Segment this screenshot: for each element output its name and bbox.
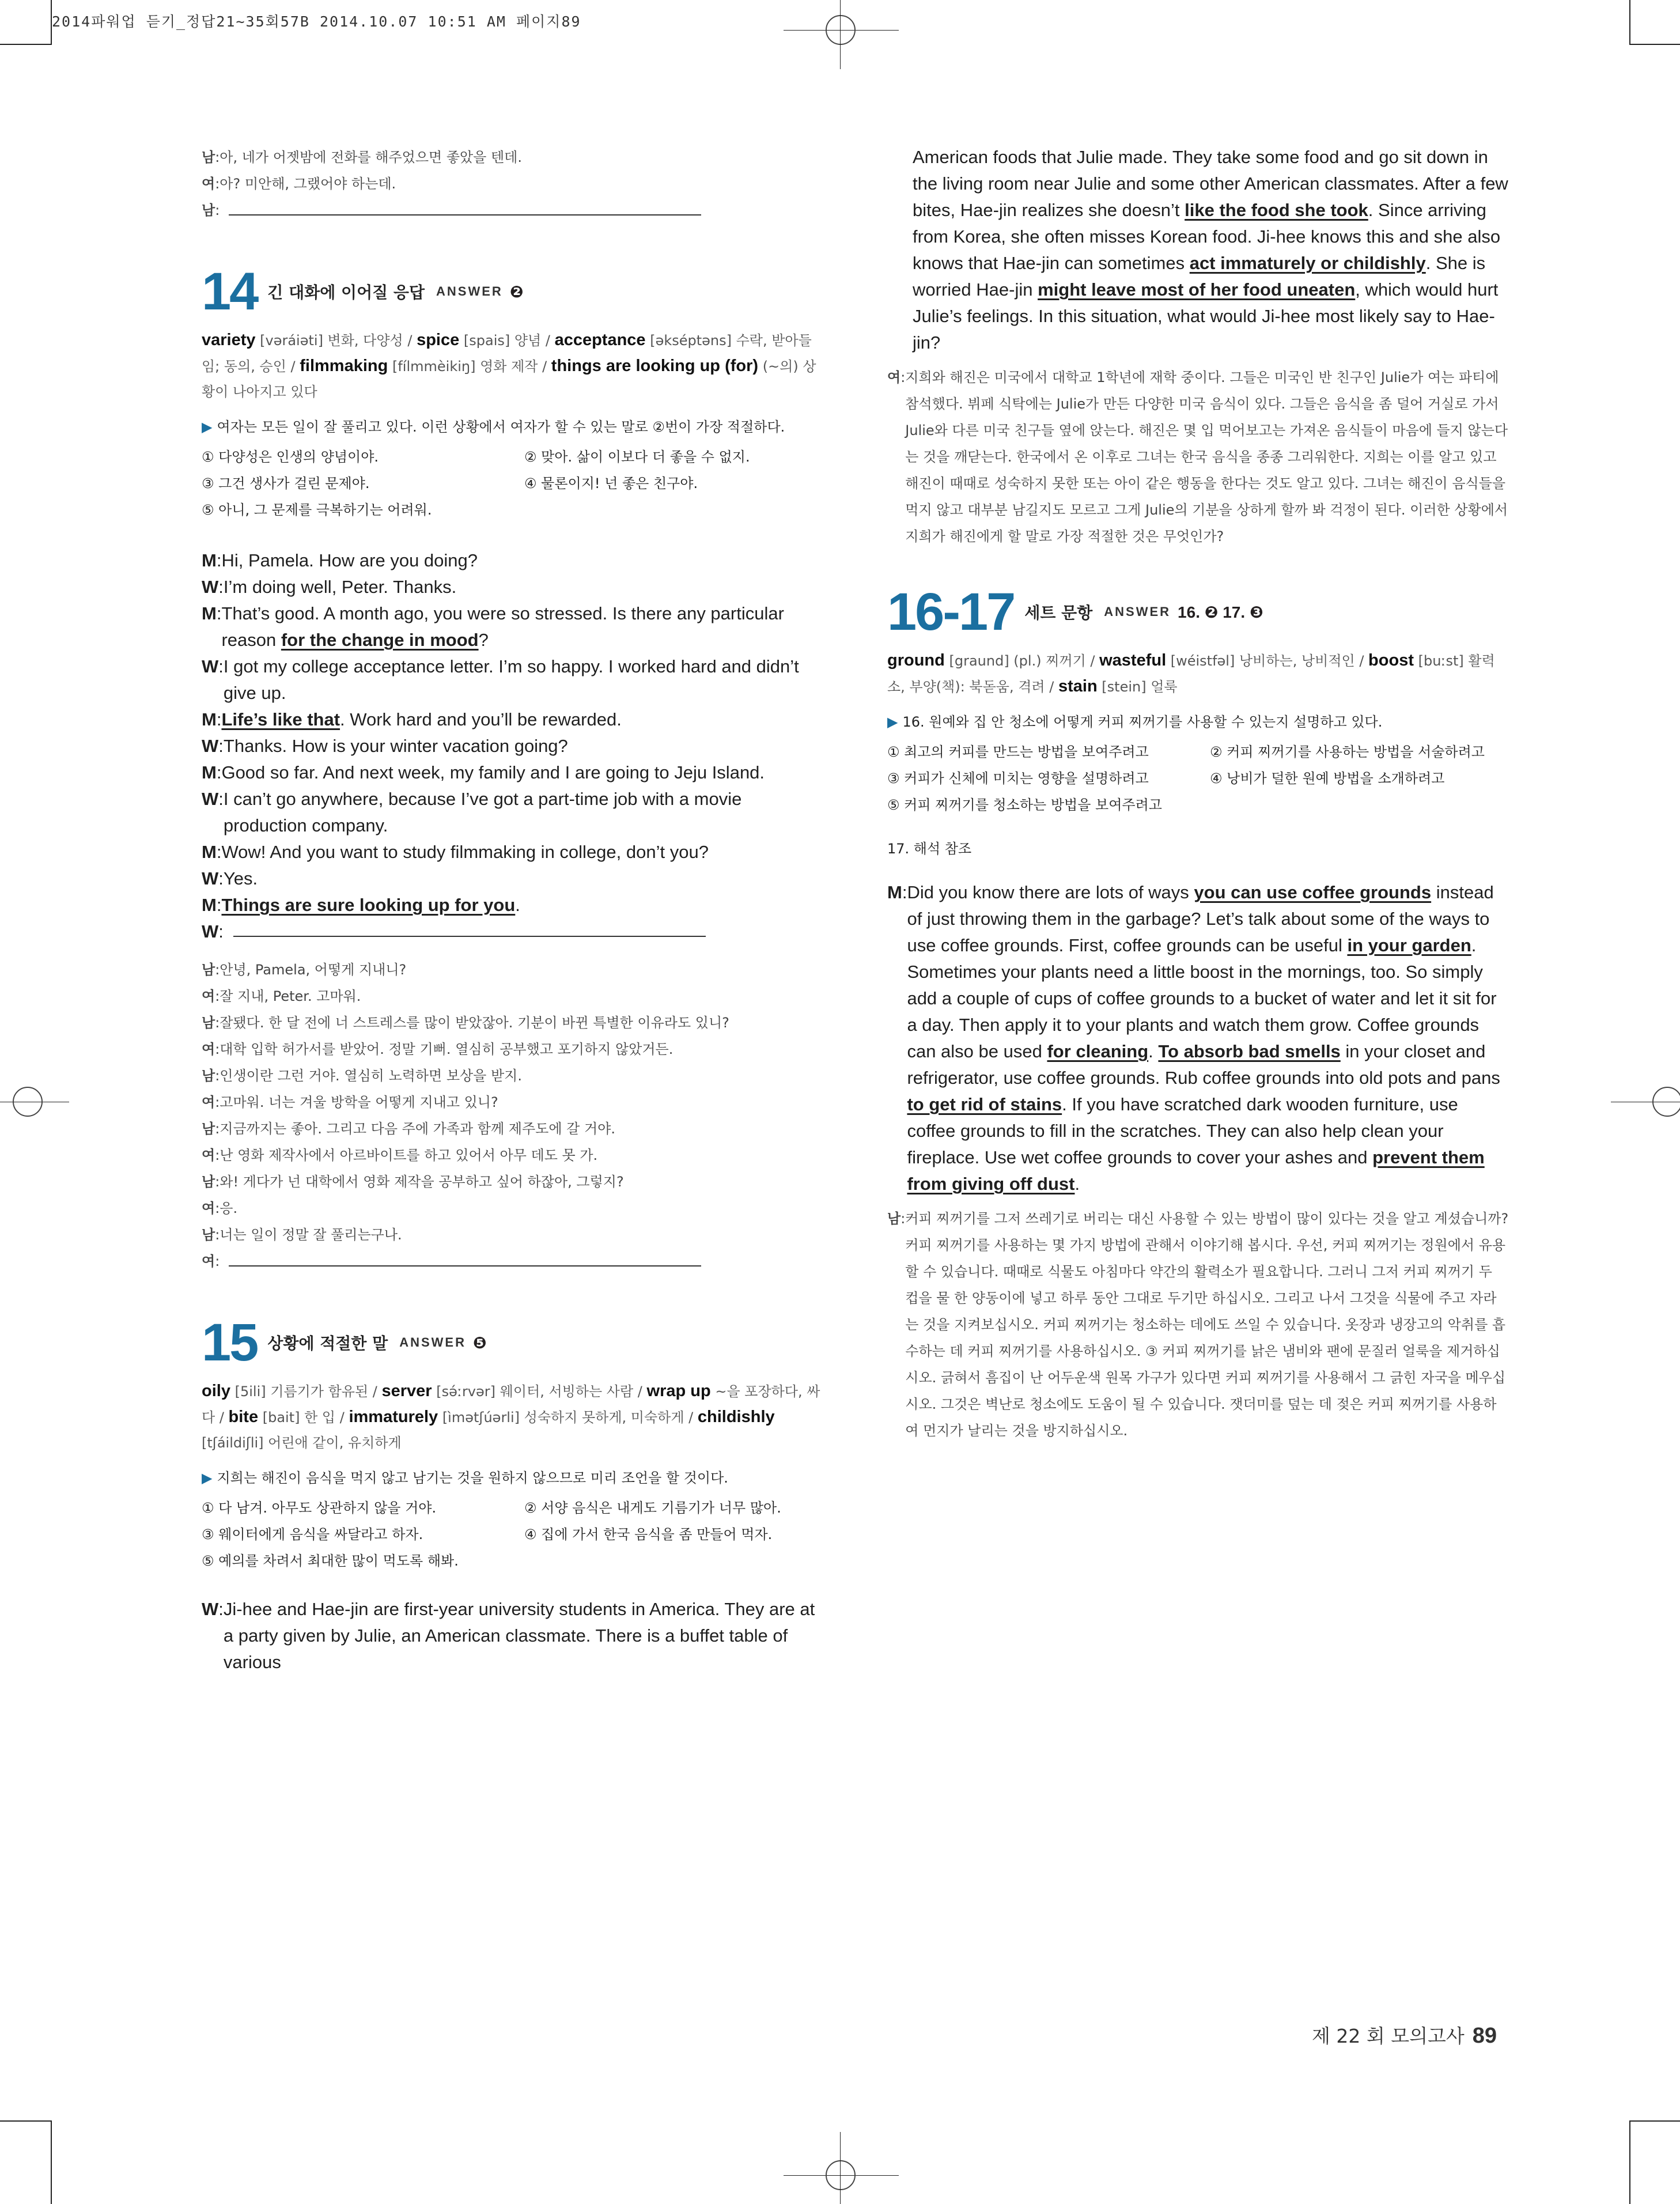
- dialog-line: 남 : 너는 일이 정말 잘 풀리는구나.: [202, 1227, 402, 1243]
- crop-mark: [1629, 0, 1630, 45]
- dialog-line: W : Ji-hee and Hae-jin are first-year university students in America. They are at a party given by Julie, an American classmate. There is a buffet table of various: [202, 1599, 815, 1672]
- crop-mark: [51, 2120, 52, 2204]
- vocabulary: oily [5ili] 기름기가 함유된 / server [sə́ːrvər] 웨이터, 서빙하는 사람 / wrap up ~을 포장하다, 싸다 / bite [bait] 한 입 / immaturely [ìmətʃúərli] 성숙하지 못하게, 미숙하게 / childishly [tʃáildiʃli] 어린애 같이, 유치하게: [202, 1382, 820, 1451]
- triangle-icon: ▶: [202, 419, 213, 435]
- explanation: ▶ 지희는 해진이 음식을 먹지 않고 남기는 것을 원하지 않으므로 미리 조언을 할 것이다.: [202, 1470, 728, 1486]
- dialog-line: 남 : 지금까지는 좋아. 그리고 다음 주에 가족과 함께 제주도에 갈 거야.: [202, 1121, 615, 1137]
- translation-14: [202, 957, 824, 1275]
- answer-blank: [229, 197, 701, 216]
- answer-label: ANSWER: [1104, 604, 1171, 619]
- answer-label: ANSWER: [436, 284, 503, 298]
- question-number: 14: [202, 262, 258, 321]
- option-list: [887, 739, 1509, 818]
- crop-mark: [1630, 44, 1680, 45]
- dialog-line: 여 : 고마워. 너는 겨울 방학을 어떻게 지내고 있니?: [202, 1094, 498, 1110]
- option: ⑤ 커피 찌꺼기를 청소하는 방법을 보여주려고: [887, 797, 1162, 813]
- dialog-line: M : Good so far. And next week, my family and I are going to Jeju Island.: [202, 762, 765, 782]
- dialog-line: 여 : 난 영화 제작사에서 아르바이트를 하고 있어서 아무 데도 못 가.: [202, 1147, 598, 1163]
- option: ④ 낭비가 덜한 원예 방법을 소개하려고: [1210, 770, 1445, 787]
- question-16-17-heading: [887, 584, 1509, 640]
- answer-value: ❷: [509, 282, 524, 301]
- dialog-line: 여 : 잘 지내, Peter. 고마워.: [202, 988, 361, 1004]
- registration-mark: [13, 1087, 43, 1117]
- exam-label: 제 22 회 모의고사: [1311, 2025, 1465, 2047]
- option: ③ 웨이터에게 음식을 싸달라고 하자.: [202, 1526, 423, 1543]
- dialog-line: 여 : 대학 입학 허가서를 받았어. 정말 기뻐. 열심히 공부했고 포기하지 않았거든.: [202, 1041, 673, 1057]
- option: ④ 물론이지! 넌 좋은 친구야.: [524, 475, 698, 492]
- option-list: [202, 1495, 824, 1574]
- dialog-line: 여 : 아? 미안해, 그랬어야 하는데.: [202, 176, 396, 192]
- dialog-line: 남 : 잘됐다. 한 달 전에 너 스트레스를 많이 받았잖아. 기분이 바뀐 특별한 이유라도 있니?: [202, 1015, 729, 1031]
- option: ② 서양 음식은 내게도 기름기가 너무 많아.: [524, 1500, 781, 1516]
- question-14-heading: [202, 264, 824, 319]
- explanation: ▶ 여자는 모든 일이 잘 풀리고 있다. 이런 상황에서 여자가 할 수 있는 말로 ②번이 가장 적절하다.: [202, 419, 785, 435]
- explanation: ▶ 16. 원예와 집 안 청소에 어떻게 커피 찌꺼기를 사용할 수 있는지 설명하고 있다.: [887, 714, 1383, 730]
- answer-value: 16. ❷ 17. ❸: [1178, 603, 1263, 621]
- dialog-line: M : Did you know there are lots of ways you can use coffee grounds instead of just throwing them in the garbage? Let’s talk about some of the ways to use coffee grounds. First, coffee grounds can be useful in your garden. Sometimes your plants need a little boost in the mornings, too. So simply add a couple of cups of coffee grounds to a bucket of water and let it sit for a day. Then apply it to your plants and watch them grow. Coffee grounds can also be used for cleaning. To absorb bad smells in your closet and refrigerator, use coffee grounds. Rub coffee grounds into old pots and pans to get rid of stains. If you have scratched dark wooden furniture, use coffee grounds to fill in the scratches. They can also help clean your fireplace. Use wet coffee grounds to cover your ashes and prevent them from giving off dust.: [887, 882, 1500, 1194]
- option: ① 다 남겨. 아무도 상관하지 않을 거야.: [202, 1500, 437, 1516]
- answer-value: ❺: [472, 1333, 487, 1352]
- option-list: [202, 444, 824, 523]
- answer-blank: [229, 1248, 701, 1267]
- script-14: [202, 547, 824, 945]
- registration-line: [840, 0, 841, 69]
- option: ④ 집에 가서 한국 음식을 좀 만들어 먹자.: [524, 1526, 773, 1543]
- dialog-line: W :: [202, 918, 824, 945]
- crop-mark: [1629, 2120, 1630, 2204]
- left-column: [202, 144, 824, 1676]
- script-16-17: [887, 879, 1509, 1197]
- option: ② 커피 찌꺼기를 사용하는 방법을 서술하려고: [1210, 744, 1485, 760]
- question-title: 세트 문항: [1024, 603, 1093, 622]
- option: ③ 커피가 신체에 미치는 영향을 설명하려고: [887, 770, 1149, 787]
- right-column: [887, 144, 1509, 1444]
- option: ③ 그건 생사가 걸린 문제야.: [202, 475, 370, 492]
- triangle-icon: ▶: [202, 1470, 213, 1486]
- crop-mark: [51, 0, 52, 45]
- question-number: 15: [202, 1313, 258, 1372]
- option: ② 맞아. 삶이 이보다 더 좋을 수 없지.: [524, 449, 750, 465]
- crop-mark: [0, 2120, 51, 2122]
- question-number: 16-17: [887, 583, 1015, 641]
- crop-mark: [1630, 2120, 1680, 2122]
- translation-16-17: [887, 1205, 1509, 1444]
- option: ⑤ 예의를 차려서 최대한 많이 먹도록 해봐.: [202, 1553, 459, 1569]
- question-15-heading: [202, 1315, 824, 1370]
- option: ① 최고의 커피를 만드는 방법을 보여주려고: [887, 744, 1149, 760]
- registration-mark: [826, 15, 856, 45]
- page-footer: [1312, 2021, 1497, 2048]
- prev-dialog: [202, 144, 824, 224]
- script-15-intro: [202, 1596, 824, 1676]
- triangle-icon: ▶: [887, 714, 898, 730]
- crop-mark: [0, 44, 51, 45]
- dialog-line: M : Wow! And you want to study filmmaking in college, don’t you?: [202, 842, 709, 862]
- vocabulary: variety [vəráiəti] 변화, 다양성 / spice [spais] 양념 / acceptance [əkséptəns] 수락, 받아들임; 동의, 승인 / filmmaking [fílmmèikiŋ] 영화 제작 / things are looking up (for) (~의) 상황이 나아지고 있다: [202, 331, 816, 400]
- dialog-line: W : I can’t go anywhere, because I’ve got a part-time job with a movie production company.: [202, 789, 742, 836]
- dialog-line: 남 : 인생이란 그런 거야. 열심히 노력하면 보상을 받지.: [202, 1068, 522, 1084]
- dialog-line: 남 : 안녕, Pamela, 어떻게 지내니?: [202, 962, 407, 978]
- registration-mark: [826, 2160, 856, 2190]
- dialog-line: W : Yes.: [202, 868, 258, 889]
- dialog-line: W : Thanks. How is your winter vacation going?: [202, 736, 568, 756]
- page-number: 89: [1472, 2024, 1497, 2048]
- translation-15: [887, 364, 1509, 550]
- dialog-line: 남 : 아, 네가 어젯밤에 전화를 해주었으면 좋았을 텐데.: [202, 149, 522, 165]
- answer-label: ANSWER: [399, 1335, 466, 1349]
- dialog-line: M : That’s good. A month ago, you were so stressed. Is there any particular reason for the change in mood?: [202, 603, 784, 650]
- option: ⑤ 아니, 그 문제를 극복하기는 어려워.: [202, 502, 432, 518]
- answer-blank: [233, 918, 706, 937]
- print-header: 2014파워업 듣기_정답21~35회57B 2014.10.07 10:51 AM 페이지89: [52, 13, 581, 30]
- script-15-continued: American foods that Julie made. They take some food and go sit down in the living room near Julie and some other American classmates. After a few bites, Hae-jin realizes she doesn’t like the food she took. Since arriving from Korea, she often misses Korean food. Ji-hee knows this and she also knows that Hae-jin can sometimes act immaturely or childishly. She is worried Hae-jin might leave most of her food uneaten, which would hurt Julie’s feelings. In this situation, what would Ji-hee most likely say to Hae-jin?: [913, 147, 1508, 353]
- dialog-line: 여 : 응.: [202, 1200, 238, 1216]
- dialog-line: 여 :: [202, 1248, 824, 1275]
- dialog-line: M : Hi, Pamela. How are you doing?: [202, 550, 478, 570]
- registration-mark: [1652, 1087, 1680, 1117]
- dialog-line: M : Things are sure looking up for you.: [202, 895, 520, 915]
- option: ① 다양성은 인생의 양념이야.: [202, 449, 379, 465]
- dialog-line: 여 : 지희와 해진은 미국에서 대학교 1학년에 재학 중이다. 그들은 미국인 반 친구인 Julie가 여는 파티에 참석했다. 뷔페 식탁에는 Julie가 만든 다양한 미국 음식이 있다. 그들은 음식을 좀 덜어 거실로 가서 Julie와 다른 미국 친구들 옆에 앉는다. 해진은 몇 입 먹어보고는 가져온 음식들이 마음에 들지 않는다는 것을 깨닫는다. 한국에서 온 이후로 그녀는 한국 음식을 종종 그리워한다. 지희는 이를 알고 있고 해진이 때때로 성숙하지 못한 또는 아이 같은 행동을 한다는 것도 알고 있다. 그녀는 해진이 음식들을 먹지 않고 대부분 남길지도 모르고 그게 Julie의 기분을 상하게 할까 봐 걱정이 된다. 이러한 상황에서 지희가 해진에게 할 말로 가장 적절한 것은 무엇인가?: [887, 369, 1508, 545]
- dialog-line: 남 : 커피 찌꺼기를 그저 쓰레기로 버리는 대신 사용할 수 있는 방법이 많이 있다는 것을 알고 계셨습니까? 커피 찌꺼기를 사용하는 몇 가지 방법에 관해서 이야기해 봅시다. 우선, 커피 찌꺼기는 정원에서 유용할 수 있습니다. 때때로 식물도 아침마다 약간의 활력소가 필요합니다. 그러니 그저 커피 찌꺼기 두 컵을 물 한 양동이에 넣고 하루 동안 그대로 두기만 하십시오. 그리고 나서 그것을 식물에 주고 자라는 것을 지켜보십시오. 커피 찌꺼기는 청소하는 데에도 쓰일 수 있습니다. 옷장과 냉장고의 악취를 흡수하는 데 커피 찌꺼기를 사용하십시오. ③ 커피 찌꺼기를 낡은 냄비와 팬에 문질러 얼룩을 제거하십시오. 긁혀서 흠집이 난 어두운색 원목 가구가 있다면 커피 찌꺼기를 사용해서 그 긁힌 자국을 메우십시오. 그것은 벽난로 청소에도 도움이 될 수 있습니다. 잿더미를 덮는 데 젖은 커피 찌꺼기를 사용하여 먼지가 날리는 것을 방지하십시오.: [887, 1211, 1509, 1439]
- question-title: 긴 대화에 이어질 응답: [267, 283, 425, 302]
- dialog-line: W : I got my college acceptance letter. I’m so happy. I worked hard and didn’t give up.: [202, 656, 799, 703]
- registration-line: [840, 2132, 841, 2204]
- dialog-line: M : Life’s like that. Work hard and you’ll be rewarded.: [202, 709, 622, 729]
- question-title: 상황에 적절한 말: [267, 1334, 388, 1353]
- dialog-line: 남 :: [202, 197, 824, 224]
- note-17: 17. 해석 참조: [887, 841, 972, 857]
- dialog-line: 남 : 와! 게다가 넌 대학에서 영화 제작을 공부하고 싶어 하잖아, 그렇지?: [202, 1174, 624, 1190]
- dialog-line: W : I’m doing well, Peter. Thanks.: [202, 577, 457, 597]
- vocabulary: ground [graund] (pl.) 찌꺼기 / wasteful [wéistfəl] 낭비하는, 낭비적인 / boost [buːst] 활력소, 부양(책): 북돋움, 격려 / stain [stein] 얼룩: [887, 651, 1495, 695]
